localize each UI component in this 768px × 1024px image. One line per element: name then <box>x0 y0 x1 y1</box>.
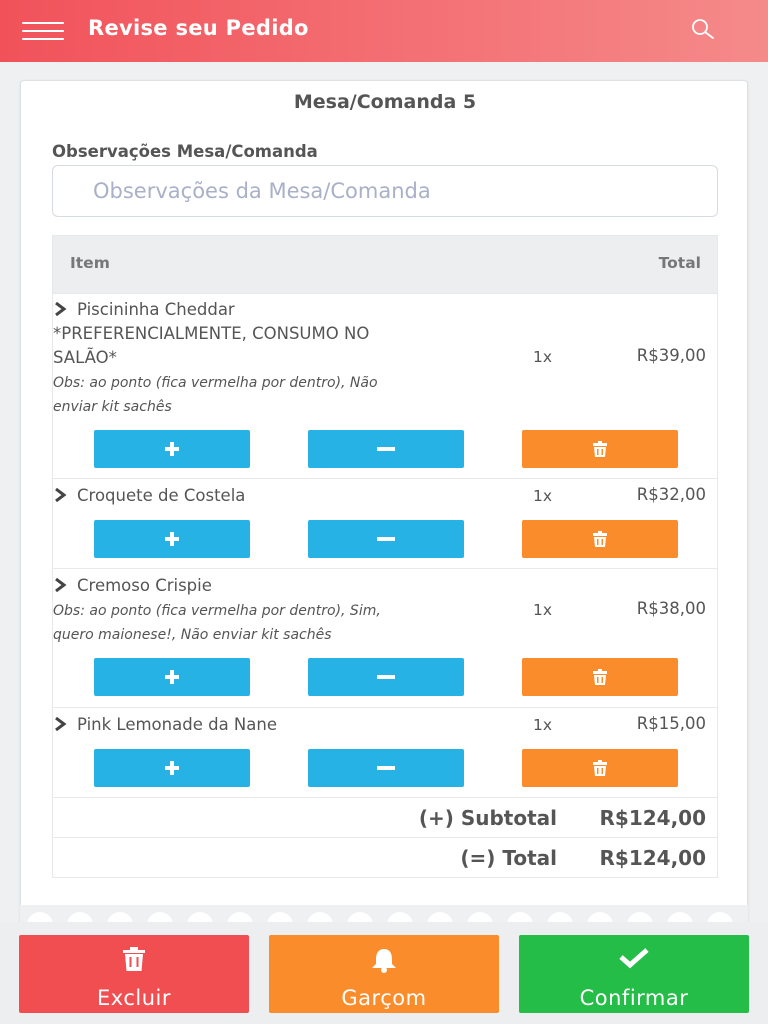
item-quantity: 1x <box>533 716 553 734</box>
minus-icon <box>376 440 396 458</box>
item-quantity: 1x <box>533 487 553 505</box>
remove-item-button[interactable] <box>522 520 678 558</box>
delete-order-button[interactable] <box>19 935 249 1013</box>
table-row <box>53 568 717 707</box>
minus-icon <box>376 668 396 686</box>
increase-quantity-button[interactable] <box>94 430 250 468</box>
item-name-note: *PREFERENCIALMENTE, CONSUMO NO <box>53 324 370 343</box>
table-number-title: Mesa/Comanda 5 <box>293 91 477 113</box>
check-icon <box>618 947 650 969</box>
plus-icon <box>163 668 181 686</box>
plus-icon <box>163 759 181 777</box>
item-price: R$38,00 <box>636 599 706 618</box>
trash-icon <box>591 531 609 547</box>
decrease-quantity-button[interactable] <box>308 749 464 787</box>
item-observation: quero maionese!, Não enviar kit sachês <box>53 627 332 643</box>
chevron-right-icon <box>53 717 69 731</box>
order-items-table <box>52 235 718 878</box>
minus-icon <box>376 759 396 777</box>
item-name: Pink Lemonade da Nane <box>53 713 277 737</box>
item-price: R$32,00 <box>636 485 706 504</box>
table-row <box>53 707 717 797</box>
increase-quantity-button[interactable] <box>94 749 250 787</box>
table-observations-label: Observações Mesa/Comanda <box>52 142 318 161</box>
subtotal-value: R$124,00 <box>599 806 706 830</box>
item-name-note: SALÃO* <box>53 348 117 367</box>
trash-icon <box>121 947 147 971</box>
item-observation: Obs: ao ponto (fica vermelha por dentro), Sim, <box>53 603 381 619</box>
bell-icon <box>369 947 399 973</box>
remove-item-button[interactable] <box>522 430 678 468</box>
item-observation: enviar kit sachês <box>53 399 172 415</box>
app-header <box>0 0 768 62</box>
item-name: Croquete de Costela <box>53 484 245 508</box>
confirm-order-label: Confirmar <box>579 986 689 1010</box>
subtotal-row <box>53 797 717 837</box>
delete-order-label: Excluir <box>97 986 171 1010</box>
chevron-right-icon <box>53 488 69 502</box>
chevron-right-icon <box>53 302 69 316</box>
item-quantity: 1x <box>533 348 553 366</box>
column-header-item: Item <box>70 254 110 272</box>
item-observation: Obs: ao ponto (fica vermelha por dentro), Não <box>53 375 378 391</box>
decrease-quantity-button[interactable] <box>308 658 464 696</box>
item-name: Cremoso Crispie <box>53 574 212 598</box>
table-header <box>53 236 717 293</box>
table-row <box>53 293 717 478</box>
search-icon[interactable] <box>688 16 718 46</box>
total-row <box>53 837 717 877</box>
call-waiter-button[interactable] <box>269 935 499 1013</box>
table-row <box>53 478 717 568</box>
chevron-right-icon <box>53 578 69 592</box>
minus-icon <box>376 530 396 548</box>
hamburger-menu-icon[interactable] <box>22 22 64 40</box>
item-price: R$39,00 <box>636 346 706 365</box>
item-price: R$15,00 <box>636 714 706 733</box>
decrease-quantity-button[interactable] <box>308 520 464 558</box>
action-footer <box>0 922 768 1024</box>
plus-icon <box>163 530 181 548</box>
confirm-order-button[interactable] <box>519 935 749 1013</box>
remove-item-button[interactable] <box>522 658 678 696</box>
table-observations-input[interactable] <box>52 165 718 217</box>
call-waiter-label: Garçom <box>341 986 427 1010</box>
page-title: Revise seu Pedido <box>88 16 309 40</box>
trash-icon <box>591 669 609 685</box>
increase-quantity-button[interactable] <box>94 658 250 696</box>
total-label: (=) Total <box>460 846 557 870</box>
item-quantity: 1x <box>533 601 553 619</box>
plus-icon <box>163 440 181 458</box>
column-header-total: Total <box>658 254 701 272</box>
item-name: Piscininha Cheddar <box>53 298 235 322</box>
trash-icon <box>591 760 609 776</box>
total-value: R$124,00 <box>599 846 706 870</box>
remove-item-button[interactable] <box>522 749 678 787</box>
decrease-quantity-button[interactable] <box>308 430 464 468</box>
increase-quantity-button[interactable] <box>94 520 250 558</box>
subtotal-label: (+) Subtotal <box>418 806 557 830</box>
trash-icon <box>591 441 609 457</box>
order-review-card <box>20 80 748 940</box>
